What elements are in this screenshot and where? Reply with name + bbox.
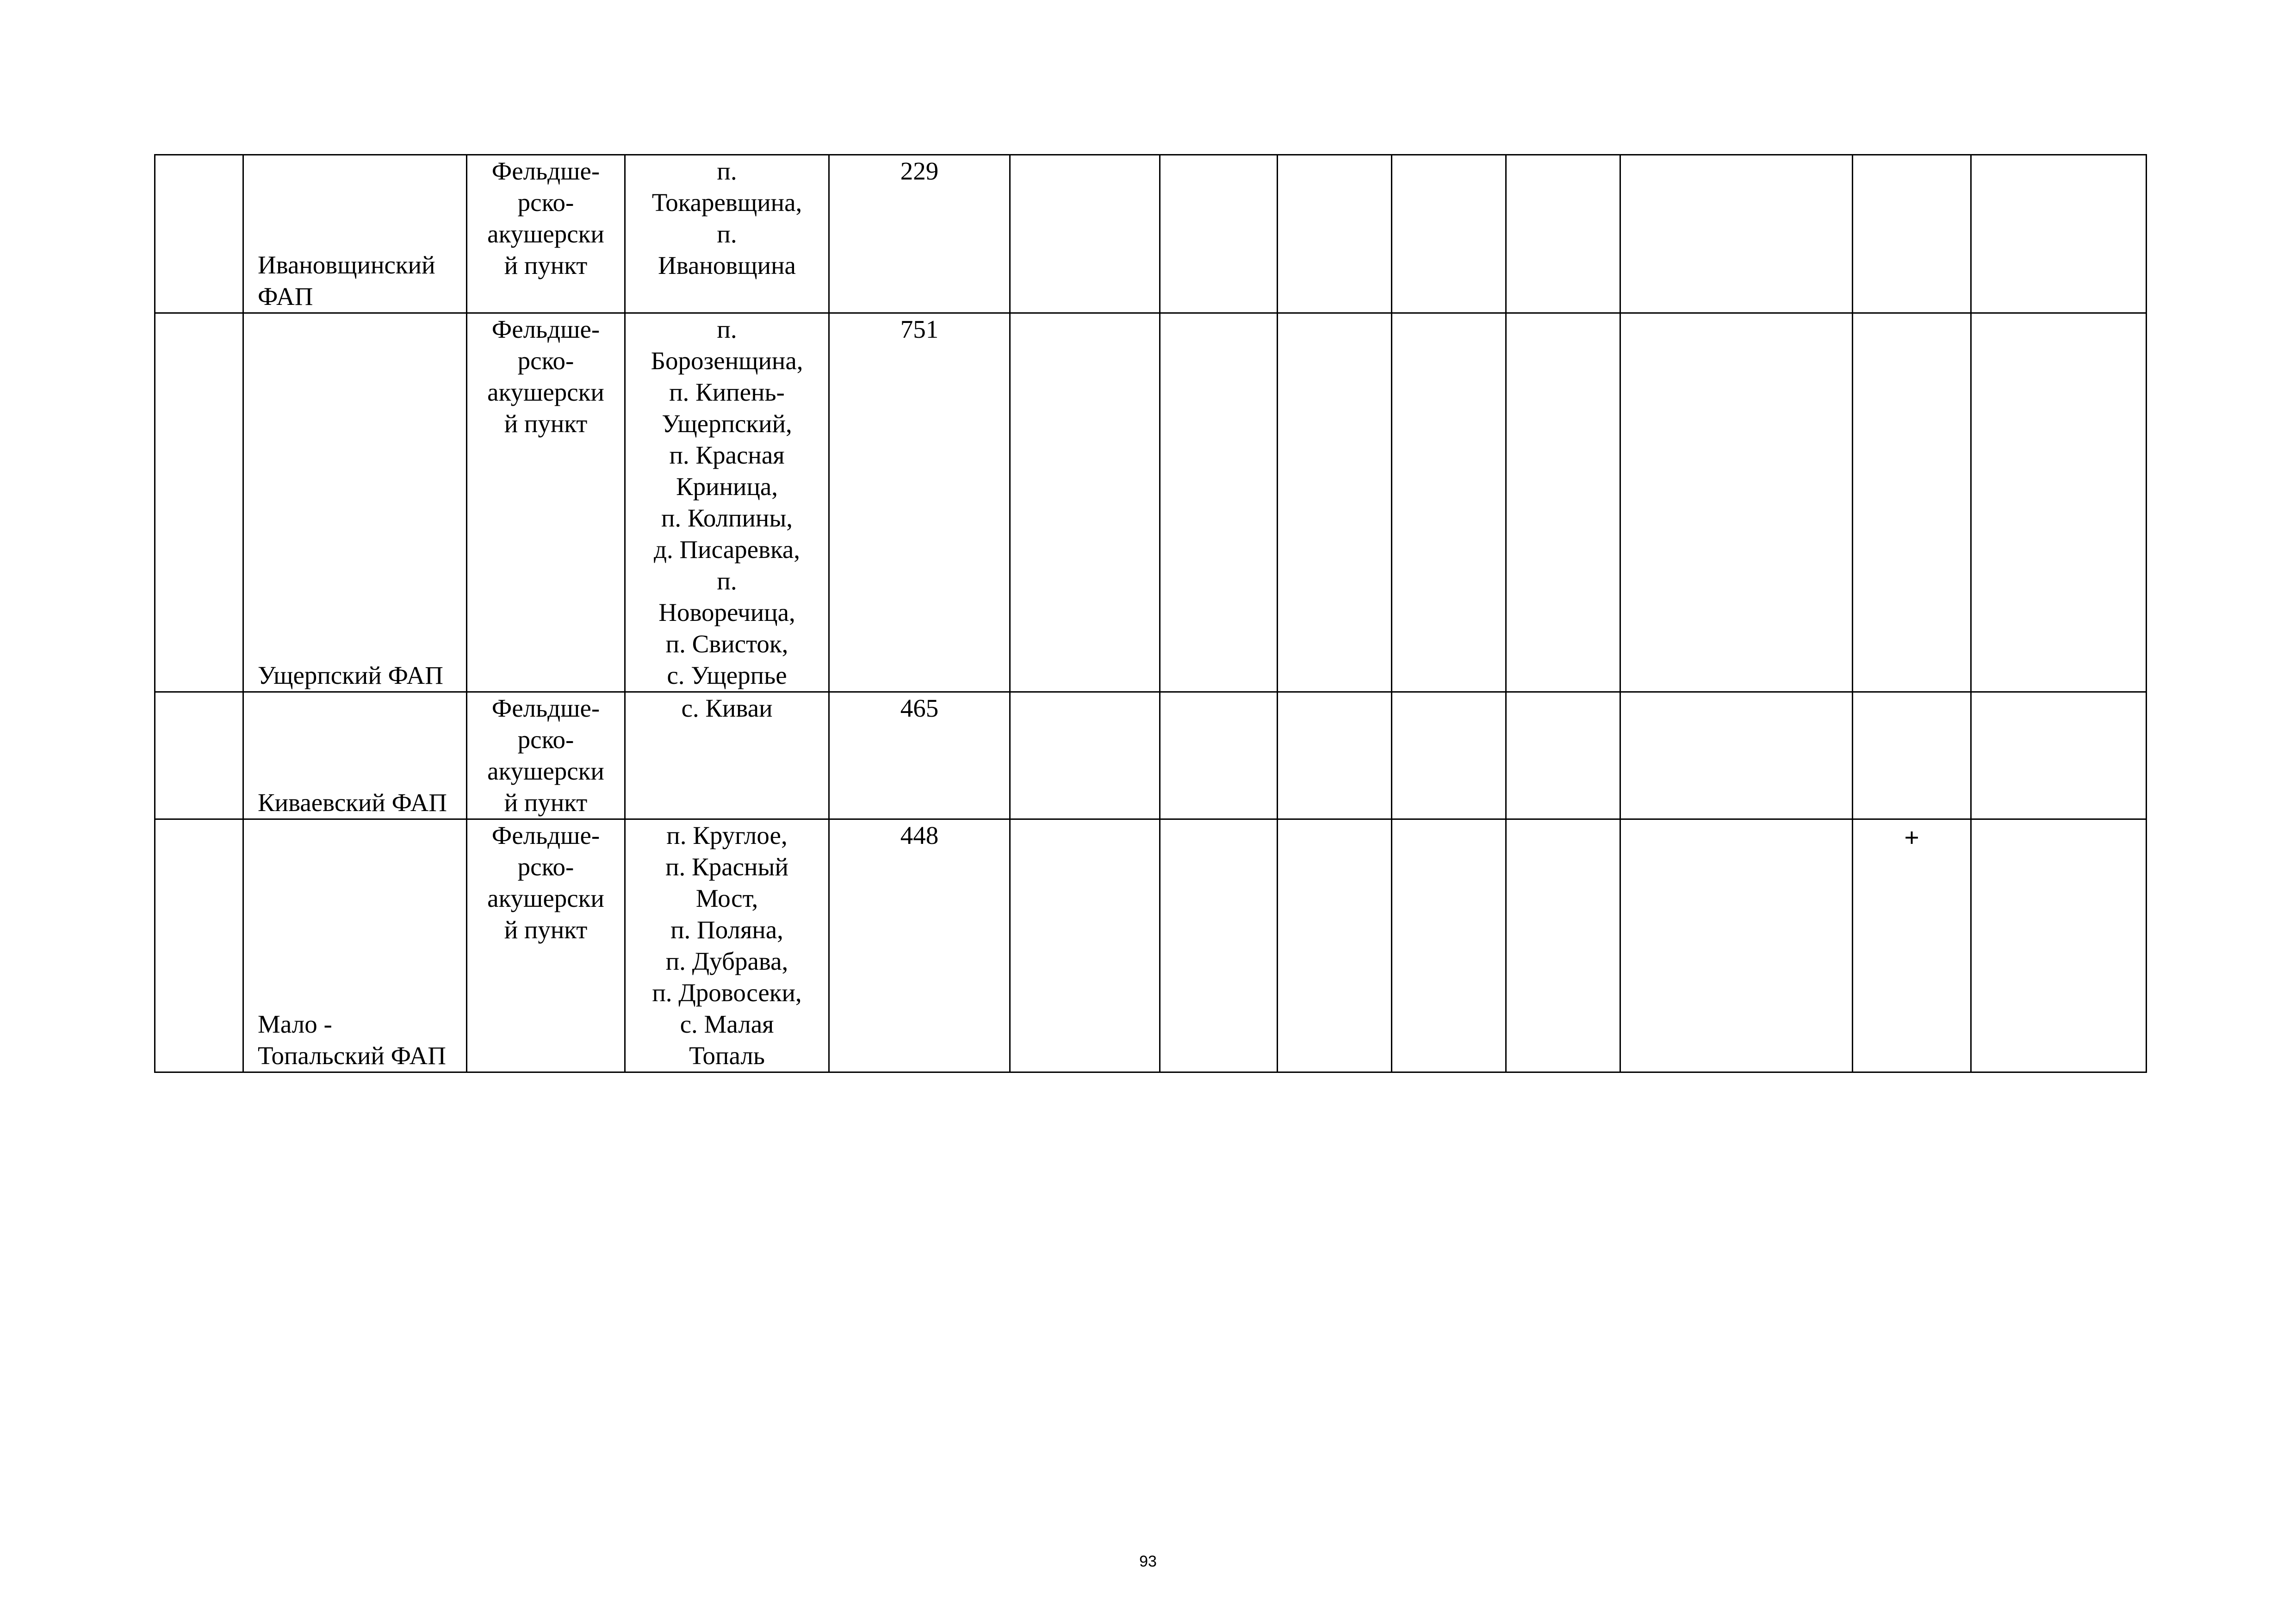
empty-cell (1278, 313, 1392, 692)
population-cell: 229 (829, 155, 1010, 313)
empty-cell (1971, 819, 2147, 1072)
population-cell: 751 (829, 313, 1010, 692)
served-settlements: п. Борозенщина, п. Кипень- Ущерпский, п. Красная Криница, п. Колпины, д. Писаревка, п. Новоречица, п. Свисток, с. Ущерпье (625, 313, 829, 692)
served-settlements: п. Токаревщина, п. Ивановщина (625, 155, 829, 313)
empty-cell (1010, 819, 1160, 1072)
empty-cell (1620, 819, 1853, 1072)
empty-cell (1392, 313, 1506, 692)
empty-cell (1278, 692, 1392, 819)
table-row (155, 692, 2147, 819)
empty-cell (1010, 313, 1160, 692)
served-settlements: п. Круглое, п. Красный Мост, п. Поляна, п. Дубрава, п. Дровосеки, с. Малая Топаль (625, 819, 829, 1072)
row-number-cell (155, 692, 243, 819)
table-row (155, 155, 2147, 313)
empty-cell (1160, 692, 1278, 819)
population-cell: 465 (829, 692, 1010, 819)
facility-type: Фельдше- рско- акушерски й пункт (467, 313, 625, 692)
facility-type: Фельдше- рско- акушерски й пункт (467, 819, 625, 1072)
mark-cell (1853, 155, 1971, 313)
empty-cell (1392, 155, 1506, 313)
empty-cell (1620, 155, 1853, 313)
empty-cell (1278, 819, 1392, 1072)
facility-type: Фельдше- рско- акушерски й пункт (467, 692, 625, 819)
mark-cell: + (1853, 819, 1971, 1072)
page-number: 93 (1139, 1553, 1157, 1570)
mark-cell (1853, 313, 1971, 692)
empty-cell (1506, 155, 1620, 313)
empty-cell (1010, 155, 1160, 313)
table-row (155, 819, 2147, 1072)
facilities-table (154, 154, 2147, 1073)
row-number-cell (155, 819, 243, 1072)
population-cell: 448 (829, 819, 1010, 1072)
empty-cell (1506, 692, 1620, 819)
empty-cell (1506, 313, 1620, 692)
empty-cell (1160, 155, 1278, 313)
empty-cell (1971, 155, 2147, 313)
empty-cell (1010, 692, 1160, 819)
facility-name: Ущерпский ФАП (243, 313, 467, 692)
facility-type: Фельдше- рско- акушерски й пункт (467, 155, 625, 313)
empty-cell (1971, 692, 2147, 819)
empty-cell (1506, 819, 1620, 1072)
facility-name: Ивановщинский ФАП (243, 155, 467, 313)
empty-cell (1620, 313, 1853, 692)
empty-cell (1160, 819, 1278, 1072)
empty-cell (1620, 692, 1853, 819)
empty-cell (1392, 692, 1506, 819)
table-row (155, 313, 2147, 692)
empty-cell (1160, 313, 1278, 692)
empty-cell (1971, 313, 2147, 692)
mark-cell (1853, 692, 1971, 819)
served-settlements: с. Киваи (625, 692, 829, 819)
row-number-cell (155, 155, 243, 313)
empty-cell (1392, 819, 1506, 1072)
empty-cell (1278, 155, 1392, 313)
facility-name: Киваевский ФАП (243, 692, 467, 819)
row-number-cell (155, 313, 243, 692)
facility-name: Мало - Топальский ФАП (243, 819, 467, 1072)
